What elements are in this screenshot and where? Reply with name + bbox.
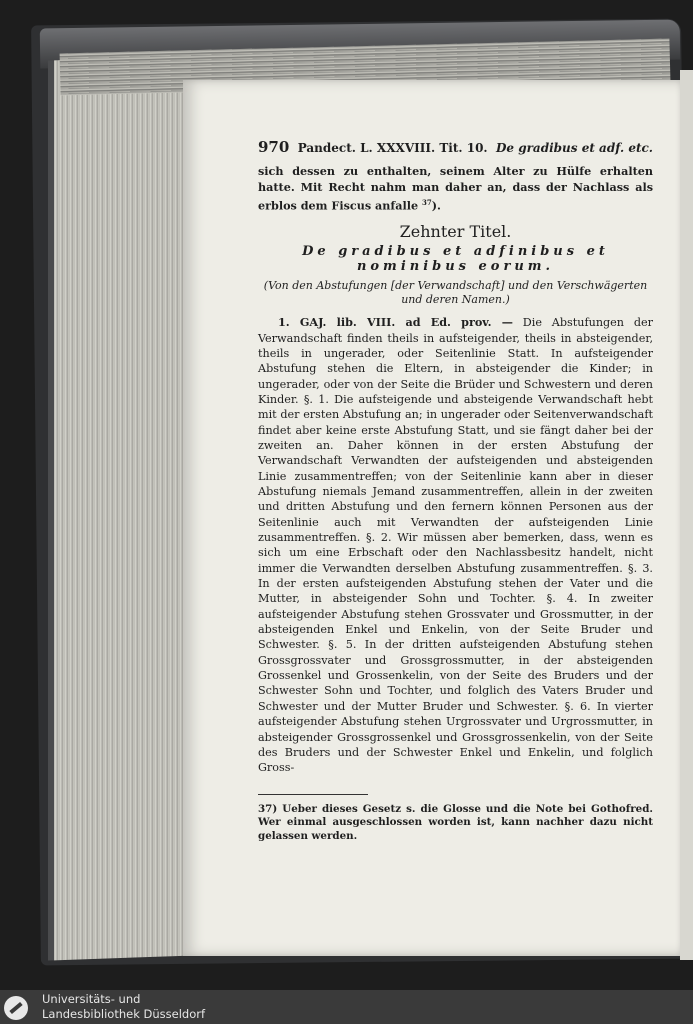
latin-title: De gradibus et adfinibus et nominibus eorum. [302,244,609,275]
institution-line-2: Landesbibliothek Düsseldorf [42,1007,206,1021]
footnote-ref: 37 [422,197,432,207]
institution-line-1: Universitäts- und [42,992,141,1006]
ulb-logo-icon [4,996,28,1020]
page-text [258,140,653,843]
body-text: Die Abstufungen der Verwandschaft finden theils in aufsteigender, theils in absteigender, theils in ungerader, oder Seitenlinie Statt. In aufsteigender Abstufung stehen die Eltern, in absteigender die Kinder; in ungerader, oder von der Seite die Brüder und Schwestern und deren Kinder. §. 1. Die aufsteigende und absteigende Verwandschaft hebt mit der ersten Abstufung an; in ungerader oder Seitenverwandschaft findet aber keine erste Abstufung Statt, und sie fängt daher bei der zweiten an. Daher können in der ersten Abstufung der Verwandschaft Verwandten der aufsteigenden und absteigenden Linie zusammentreffen; von der Seitenlinie kann aber in dieser Abstufung niemals Jemand zusammentreffen, allein in der zweiten und dritten Abstufung und den fernern können Personen aus der Seitenlinie auch mit Verwandten der aufsteigenden Linie zusammentreffen. §. 2. Wir müssen aber bemerken, dass, wenn es sich um eine Erbschaft oder den Nachlassbesitz handelt, nicht immer die Verwandten derselben Abstufung zusammentreffen. §. 3. In der ersten aufsteigenden Abstufung stehen der Vater und die Mutter, in absteigender Sohn und Tochter. §. 4. In zweiter aufsteigender Abstufung stehen Grossvater und Grossmutter, in der absteigenden Enkel und Enkelin, von der Seite Bruder und Schwester. §. 5. In der dritten aufsteigenden Abstufung stehen Grossgrossvater und Grossgrossmutter, in der absteigenden Grossenkel und Grossenkelin, von der Seite des Bruders und der Schwester Sohn und Tochter, und folglich des Vaters Bruder und Schwester und der Mutter Bruder und Schwester. §. 6. In vierter aufsteigender Abstufung stehen Urgrossvater und Urgrossmutter, in absteigender Grossgrossenkel und Grossgrossenkelin, von der Seite des Bruders und der Schwester Enkel und Enkelin, und folglich Gross- [258,316,653,775]
page-number: 970 [258,138,290,156]
section-title: Zehnter Titel. [399,221,512,241]
body-lead: 1. GAJ. lib. VIII. ad Ed. prov. — [278,315,513,330]
page-edges [48,55,194,960]
carryover-paragraph: sich dessen zu enthalten, seinem Alter zu Hülfe erhalten hatte. Mit Recht nahm man daher an, dass der Nachlass als erblos dem Fiscus anfalle $^{37}$). [258,164,653,213]
footnote-rule [258,794,368,795]
running-title-italic: De gradibus et adf. etc. [496,141,653,155]
german-subtitle: (Von den Abstufungen [der Verwandschaft] und den Verschwägerten und deren Namen.) [263,279,648,307]
running-header [258,140,653,156]
running-title: Pandect. L. XXXVIII. Tit. 10. [297,141,488,155]
institution-name [42,992,205,1022]
body-paragraph [258,315,653,775]
footnote: 37) Ueber dieses Gesetz s. die Glosse und die Note bei Gothofred. Wer einmal ausgeschlossen worden ist, kann nachher dazu nicht gelassen werden. [258,802,653,842]
facing-page-edge [680,70,693,960]
